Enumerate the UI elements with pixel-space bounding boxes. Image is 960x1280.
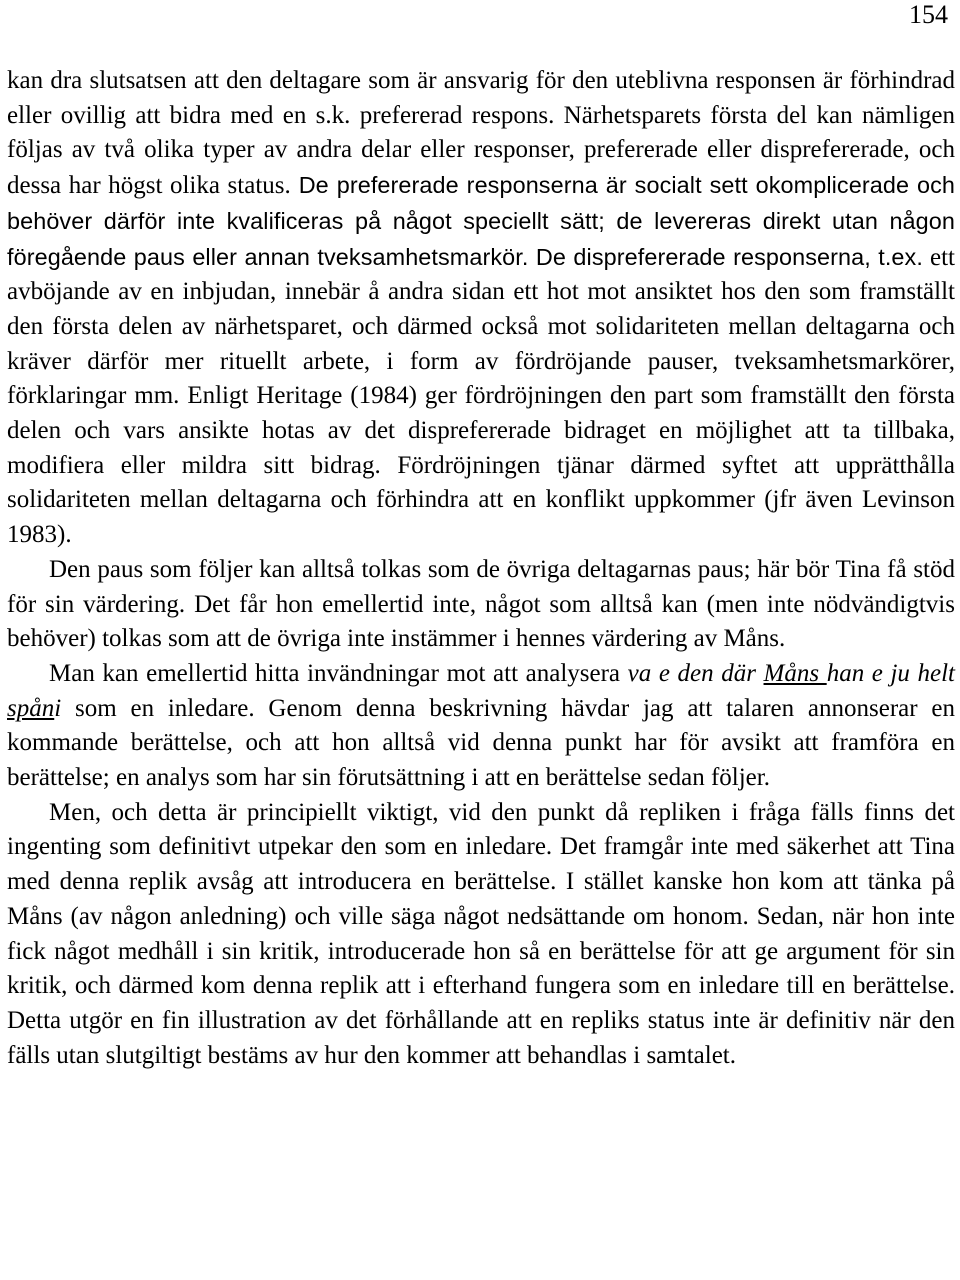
paragraph-3-intro: Man kan emellertid hitta invändningar mot att analysera <box>49 659 628 687</box>
quote-part-5: i <box>54 694 62 722</box>
quote-part-2-underlined: Måns <box>763 659 827 687</box>
paragraph-1-serif-end: ett avböjande av en inbjudan, innebär å andra sidan ett hot mot ansiktet hos den som framställt den första delen av närhetsparet, och därmed också mot solidariteten mellan deltagarna och kräver därför mer rituellt arbete, i form av fördröjande pauser, tveksamhetsmarkörer, förklaringar mm. Enligt Heritage (1984) ger fördröjningen den part som framställt den första delen och vars ansikte hotas av det disprefererade bidraget en möjlighet att ta tillbaka, modifiera eller mildra sitt bidrag. Fördröjningen tjänar därmed syftet att upprätthålla solidariteten mellan deltagarna och förhindra att en konflikt uppkommer (jfr även Levinson 1983). <box>7 243 955 549</box>
paragraph-1-sans-passage: De prefererade responserna är socialt sett okomplicerade och behöver därför inte kvalificeras på något speciellt sätt; de levereras direkt utan någon föregående paus eller annan tveksamhetsmarkör. De disprefererade responserna, t.ex. <box>7 172 955 270</box>
paragraph-1-serif-start: kan dra slutsatsen att den deltagare som är ansvarig för den uteblivna responsen är förhindrad eller ovillig att bidra med en s.k. prefererad respons. Närhetsparets första del kan nämligen följas av två olika typer av andra delar eller responser, prefererade eller disprefererade, och dessa har högst olika status. <box>7 67 955 200</box>
body-text <box>7 64 955 1073</box>
paragraph-1 <box>7 64 955 553</box>
paragraph-4: Men, och detta är principiellt viktigt, vid den punkt då repliken i fråga fälls finns det ingenting som definitivt utpekar den som en inledare. Det framgår inte med säkerhet att Tina med denna replik avsåg att introducera en berättelse. I stället kanske hon kom att tänka på Måns (av någon anledning) och ville säga något nedsättande om honom. Sedan, när hon inte fick något medhåll i sin kritik, introducerade hon så en berättelse för att ge argument för sin kritik, och därmed kom denna replik att i efterhand fungera som en inledare till en berättelse. Detta utgör en fin illustration av det förhållande att en repliks status inte är definitiv när den fälls utan slutgiltigt bestäms av hur den kommer att behandlas i samtalet. <box>7 798 955 1069</box>
paragraph-3-rest: som en inledare. Genom denna beskrivning hävdar jag att talaren annonserar en kommande berättelse, och att hon alltså vid denna punkt har för avsikt att framföra en berättelse; en analys som har sin förutsättning i att en berättelse sedan följer. <box>7 694 955 792</box>
quote-part-1: va e den där <box>627 659 764 687</box>
paragraph-2: Den paus som följer kan alltså tolkas som de övriga deltagarnas paus; här bör Tina få stöd för sin värdering. Det får hon emellertid inte, något som alltså kan (men inte nödvändigtvis behöver) tolkas som att de övriga inte instämmer i hennes värdering av Måns. <box>7 555 955 653</box>
quote-part-4-underlined: spån <box>7 694 55 722</box>
paragraph-3 <box>7 657 955 796</box>
quote-part-3: han e ju helt <box>826 659 955 687</box>
page-number: 154 <box>909 0 948 29</box>
